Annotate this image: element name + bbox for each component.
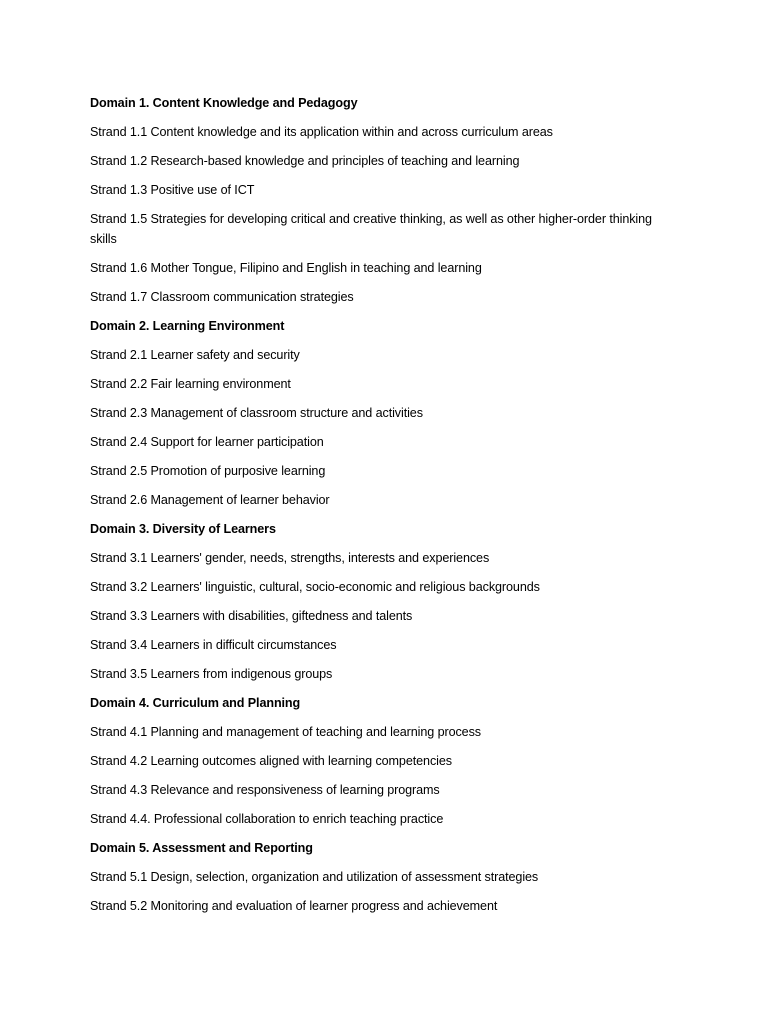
strand-item: Strand 2.3 Management of classroom structure and activities	[90, 405, 423, 420]
strand-item: Strand 2.6 Management of learner behavior	[90, 492, 330, 507]
strand-item: Strand 3.4 Learners in difficult circumstances	[90, 637, 337, 652]
strand-item: Strand 4.1 Planning and management of teaching and learning process	[90, 724, 481, 739]
strand-item: Strand 2.5 Promotion of purposive learning	[90, 463, 326, 478]
strand-item: Strand 1.2 Research-based knowledge and principles of teaching and learning	[90, 154, 520, 168]
domain-heading: Domain 2. Learning Environment	[90, 318, 285, 333]
strand-item: Strand 1.6 Mother Tongue, Filipino and English in teaching and learning	[90, 260, 482, 275]
domain-heading: Domain 5. Assessment and Reporting	[90, 840, 313, 855]
strand-item: Strand 1.3 Positive use of ICT	[90, 183, 255, 197]
domain-heading: Domain 4. Curriculum and Planning	[90, 695, 301, 710]
strand-item: Strand 3.1 Learners' gender, needs, strengths, interests and experiences	[90, 550, 490, 565]
strand-item: Strand 2.4 Support for learner participation	[90, 434, 324, 449]
strand-item: Strand 1.7 Classroom communication strategies	[90, 289, 354, 304]
strand-item: Strand 4.2 Learning outcomes aligned with learning competencies	[90, 753, 452, 768]
strand-item: Strand 1.1 Content knowledge and its application within and across curriculum areas	[90, 125, 553, 139]
strand-item: Strand 3.5 Learners from indigenous groups	[90, 666, 333, 681]
strand-item: Strand 3.2 Learners' linguistic, cultural, socio-economic and religious backgrounds	[90, 579, 540, 594]
domain-heading: Domain 1. Content Knowledge and Pedagogy	[90, 96, 358, 110]
strand-item: Strand 3.3 Learners with disabilities, giftedness and talents	[90, 608, 413, 623]
strand-item: Strand 4.3 Relevance and responsiveness of learning programs	[90, 782, 440, 797]
strand-item: Strand 5.2 Monitoring and evaluation of learner progress and achievement	[90, 898, 498, 913]
strand-item: Strand 2.2 Fair learning environment	[90, 376, 291, 391]
document-page	[90, 94, 680, 926]
strand-item: Strand 4.4. Professional collaboration to enrich teaching practice	[90, 811, 444, 826]
strand-item: Strand 5.1 Design, selection, organization and utilization of assessment strategies	[90, 869, 539, 884]
strand-item: Strand 1.5 Strategies for developing critical and creative thinking, as well as other higher-order thinking skills	[90, 212, 652, 246]
strand-item: Strand 2.1 Learner safety and security	[90, 347, 300, 362]
domain-heading: Domain 3. Diversity of Learners	[90, 521, 276, 536]
